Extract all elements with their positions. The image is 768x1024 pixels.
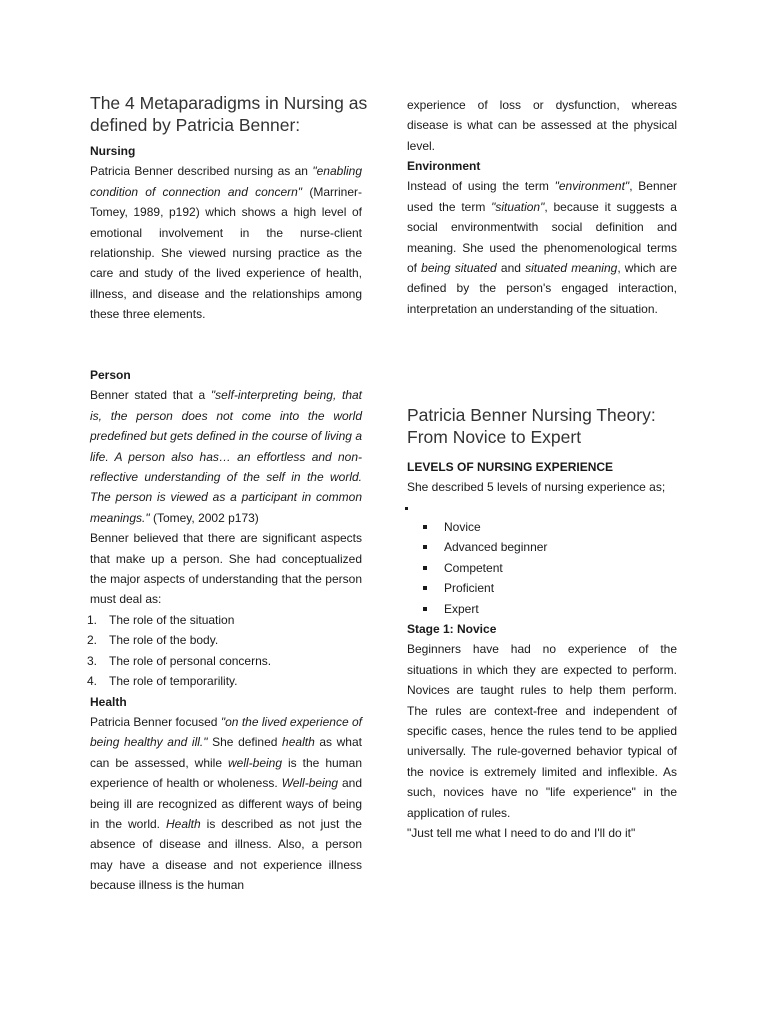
list-number: 2.	[87, 633, 98, 648]
stage1-quote: "Just tell me what I need to do and I'll do it"	[407, 826, 636, 841]
health-heading: Health	[90, 694, 127, 709]
situated-meaning-term: situated meaning	[525, 261, 618, 276]
list-item	[87, 651, 362, 671]
list-item	[87, 671, 362, 691]
list-text: The role of personal concerns.	[109, 653, 272, 668]
theory-title	[407, 404, 687, 448]
list-text: The role of the body.	[109, 633, 219, 648]
stage1-paragraph: Beginners have had no experience of the situations in which they are expected to perform. Novices are taught rules to help them perform. The rules are context-free and independent of specific cases, hence the rules tend to be applied universally. The rule-governed behavior typical of the novice is extremely limited and inflexible. As such, novices have no "life experience" in the application of rules.	[407, 642, 677, 820]
health-text-a: Patricia Benner focused	[90, 714, 221, 729]
health-text-g: is the human experience of health or wholeness.	[90, 755, 363, 791]
health-text-i: and being ill are recognized as different ways of being in the world.	[90, 776, 362, 831]
levels-heading: LEVELS OF NURSING EXPERIENCE	[407, 460, 614, 474]
nursing-heading: Nursing	[90, 144, 136, 158]
list-item: Competent	[407, 558, 677, 578]
bullet-mark	[405, 507, 408, 510]
list-number: 3.	[87, 653, 98, 668]
levels-list	[407, 517, 677, 619]
env-text-a: Instead of using the term	[407, 179, 555, 194]
theory-title-line-2: From Novice to Expert	[407, 427, 582, 447]
nursing-text-b: (Marriner-Tomey, 1989, p192) which shows a high level of emotional involvement in the nurse-client relationship. She viewed nursing practice as the care and study of the lived experience of health, illness, and disease and the relationships among these three elements.	[90, 184, 362, 322]
health-quote: "on the lived experience of being healthy and ill."	[90, 714, 362, 750]
health-paragraph	[90, 712, 362, 896]
person-citation: (Tomey, 2002 p173)	[149, 510, 259, 525]
list-number: 1.	[87, 612, 98, 627]
health-term: health	[282, 735, 315, 750]
list-item: Expert	[407, 599, 677, 619]
nursing-text-a: Patricia Benner described nursing as an	[90, 164, 313, 179]
list-number: 4.	[87, 674, 98, 689]
list-text: The role of the situation	[109, 612, 235, 627]
env-text-c: , Benner used the term	[407, 179, 677, 214]
nursing-paragraph	[90, 161, 362, 324]
document-title	[90, 92, 370, 136]
theory-title-line-1: Patricia Benner Nursing Theory:	[407, 405, 656, 425]
well-being-term: well-being	[228, 755, 283, 770]
list-item: Proficient	[407, 578, 677, 598]
being-situated-term: being situated	[421, 261, 497, 276]
situation-term: "situation"	[491, 199, 545, 214]
levels-section	[407, 457, 677, 498]
list-item: Advanced beginner	[407, 537, 677, 557]
list-item: Novice	[407, 517, 677, 537]
person-text-a: Benner stated that a	[90, 388, 211, 403]
person-quote: "self-interpreting being, that is, the person does not come into the world predefined but gets defined in the course of living a life. A person also has… an effortless and non-reflective understanding of the self in the world. The person is viewed as a participant in common meanings."	[90, 388, 362, 525]
health-text-e: as what can be assessed, while	[90, 735, 362, 770]
health-continued-text: experience of loss or dysfunction, whereas disease is what can be assessed at the physical level.	[407, 98, 677, 153]
env-text-g: and	[496, 261, 526, 276]
health-continued	[407, 95, 677, 156]
environment-heading: Environment	[407, 159, 481, 173]
health-text-c: She defined	[207, 735, 283, 750]
nursing-quote: "enabling condition of connection and concern"	[90, 164, 362, 199]
nursing-section	[90, 141, 362, 325]
stage1-section	[407, 619, 677, 843]
title-line-2: defined by Patricia Benner:	[90, 115, 301, 135]
well-being-term-2: Well-being	[281, 776, 339, 791]
list-text: The role of temporarility.	[109, 674, 238, 689]
stage1-heading: Stage 1: Novice	[407, 622, 497, 636]
list-item	[87, 630, 362, 650]
list-item	[87, 610, 362, 630]
levels-intro: She described 5 levels of nursing experience as;	[407, 480, 666, 495]
person-paragraph-1	[90, 385, 362, 528]
env-text-e: , because it suggests a social environmentwith social definition and meaning. She used the phenomenological terms of	[407, 199, 677, 276]
health-term-2: Health	[165, 816, 201, 831]
environment-paragraph	[407, 176, 677, 319]
environment-section	[407, 156, 677, 319]
env-term: "environment"	[554, 179, 630, 194]
person-aspects-list	[87, 610, 362, 692]
person-section	[87, 365, 363, 896]
env-text-i: , which are defined by the person's engaged interaction, interpretation an understanding of the situation.	[407, 261, 677, 316]
title-line-1: The 4 Metaparadigms in Nursing as	[90, 93, 368, 113]
person-paragraph-2: Benner believed that there are significant aspects that make up a person. She had conceptualized the major aspects of understanding that the person must deal as:	[90, 531, 362, 607]
person-heading: Person	[90, 368, 131, 382]
health-text-k: is described as not just the absence of disease and illness. Also, a person may have a disease and not experience illness because illness is the human	[90, 816, 362, 893]
